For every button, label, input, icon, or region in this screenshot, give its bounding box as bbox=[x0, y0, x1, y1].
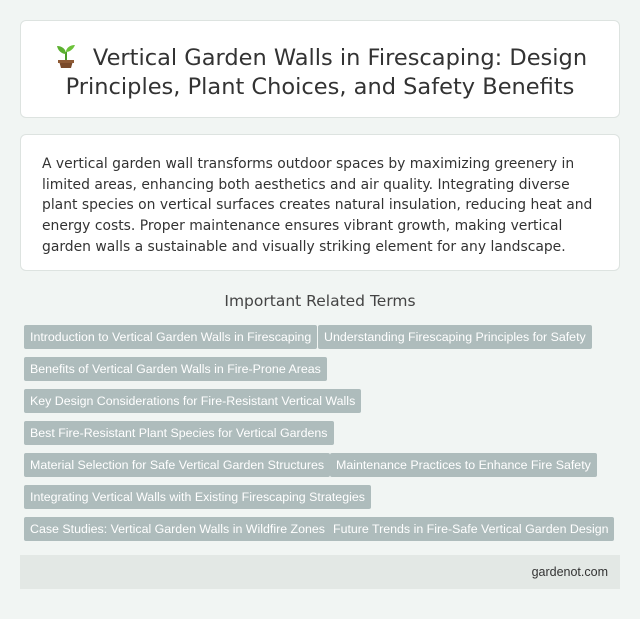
footer bbox=[20, 555, 620, 589]
footer-site-link[interactable]: gardenot.com bbox=[531, 565, 608, 579]
related-term-tag[interactable]: Case Studies: Vertical Garden Walls in Wildfire Zones bbox=[24, 517, 331, 541]
page-title-text: Vertical Garden Walls in Firescaping: Design Principles, Plant Choices, and Safety Benefits bbox=[65, 45, 588, 100]
related-terms-heading: Important Related Terms bbox=[224, 292, 416, 310]
intro-paragraph: A vertical garden wall transforms outdoor spaces by maximizing greenery in limited areas, enhancing both aesthetics and air quality. Integrating diverse plant species on vertical surfaces creates natural insulation, reducing heat and energy costs. Proper maintenance ensures vibrant growth, making vertical garden walls a sustainable and visually striking element for any landscape. bbox=[42, 156, 593, 255]
related-term-tag[interactable]: Introduction to Vertical Garden Walls in Firescaping bbox=[24, 325, 317, 349]
sprout-icon bbox=[53, 43, 79, 69]
title-card bbox=[20, 20, 620, 118]
related-term-tag[interactable]: Future Trends in Fire-Safe Vertical Garden Design bbox=[327, 517, 614, 541]
related-term-tag[interactable]: Understanding Firescaping Principles for Safety bbox=[318, 325, 592, 349]
related-term-tag[interactable]: Integrating Vertical Walls with Existing Firescaping Strategies bbox=[24, 485, 371, 509]
related-term-tag[interactable]: Material Selection for Safe Vertical Garden Structures bbox=[24, 453, 330, 477]
related-term-tag[interactable]: Best Fire-Resistant Plant Species for Vertical Gardens bbox=[24, 421, 334, 445]
intro-card bbox=[20, 134, 620, 271]
related-term-tag[interactable]: Maintenance Practices to Enhance Fire Safety bbox=[330, 453, 597, 477]
related-term-tag[interactable]: Benefits of Vertical Garden Walls in Fire-Prone Areas bbox=[24, 357, 327, 381]
page-title bbox=[41, 43, 599, 102]
related-term-tag[interactable]: Key Design Considerations for Fire-Resistant Vertical Walls bbox=[24, 389, 361, 413]
